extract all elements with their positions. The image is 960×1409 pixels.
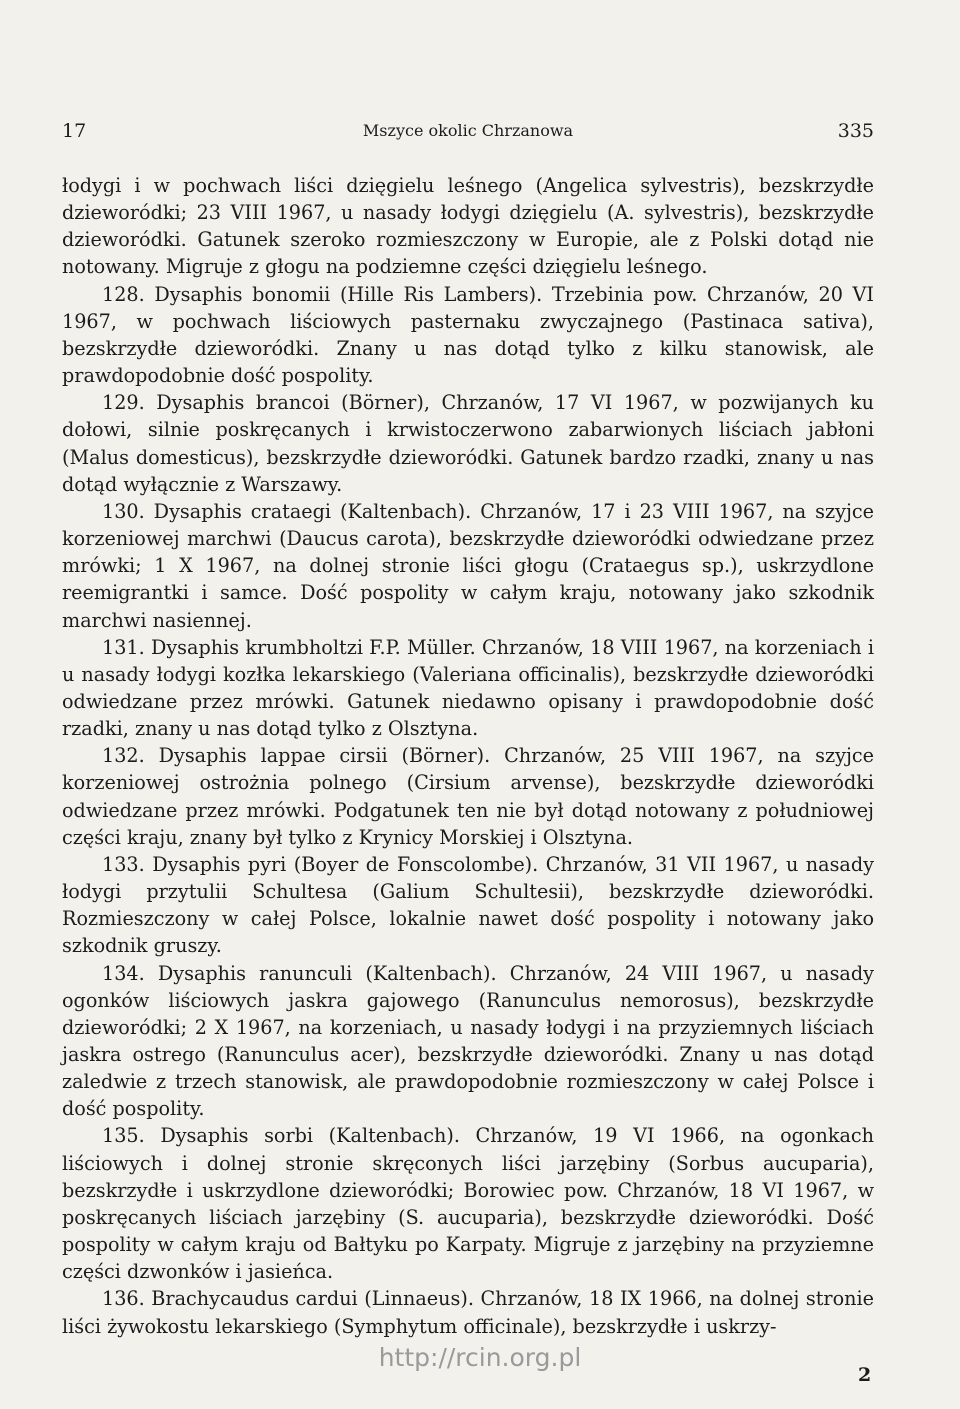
paragraph-continuation: łodygi i w pochwach liści dzięgielu leśnego (Angelica sylvestris), bezskrzydłe dzieworódki; 23 VIII 1967, u nasady łodygi dzięgielu (A. sylvestris), bezskrzydłe dzieworódki. Gatunek szeroko rozmieszczony w Europie, ale z Polski dotąd nie notowany. Migruje z głogu na podziemne części dzięgielu leśnego. (62, 174, 874, 279)
running-title: Mszyce okolic Chrzanowa (362, 121, 574, 140)
paragraph-entry-132: 132. Dysaphis lappae cirsii (Börner). Chrzanów, 25 VIII 1967, na szyjce korzeniowej ostrożnia polnego (Cirsium arvense), bezskrzydłe dzieworódki odwiedzane przez mrówki. Podgatunek ten nie był dotąd notowany z południowej części kraju, znany był tylko z Krynicy Morskiej i Olsztyna. (62, 744, 874, 849)
page-number-left: 17 (62, 120, 87, 142)
paragraph-entry-128: 128. Dysaphis bonomii (Hille Ris Lambers). Trzebinia pow. Chrzanów, 20 VI 1967, w pochwach liściowych pasternaku zwyczajnego (Pastinaca sativa), bezskrzydłe dzieworódki. Znany u nas dotąd tylko z kilku stanowisk, ale prawdopodobnie dość pospolity. (62, 282, 874, 388)
paragraph-entry-131: 131. Dysaphis krumbholtzi F.P. Müller. Chrzanów, 18 VIII 1967, na korzeniach i u nasady łodygi kozłka lekarskiego (Valeriana officinalis), bezskrzydłe dzieworódki odwiedzane przez mrówki. Gatunek niedawno opisany i prawdopodobnie dość rzadki, znany u nas dotąd tylko z Olsztyna. (62, 635, 874, 741)
paragraph-entry-136: 136. Brachycaudus cardui (Linnaeus). Chrzanów, 18 IX 1966, na dolnej stronie liści żywokostu lekarskiego (Symphytum officinale), bezskrzydłe i uskrzy- (62, 1287, 874, 1338)
body-text (62, 172, 874, 1340)
paragraph-entry-133: 133. Dysaphis pyri (Boyer de Fonscolombe). Chrzanów, 31 VII 1967, u nasady łodygi przytulii Schultesa (Galium Schultesii), bezskrzydłe dzieworódki. Rozmieszczony w całej Polsce, lokalnie nawet dość pospolity i notowany jako szkodnik gruszy. (62, 852, 874, 958)
paragraph-entry-130: 130. Dysaphis crataegi (Kaltenbach). Chrzanów, 17 i 23 VIII 1967, na szyjce korzeniowej marchwi (Daucus carota), bezskrzydłe dzieworódki odwiedzane przez mrówki; 1 X 1967, na dolnej stronie liści głogu (Crataegus sp.), uskrzydlone reemigrantki i samce. Dość pospolity w całym kraju, notowany jako szkodnik marchwi nasiennej. (62, 499, 874, 632)
signature-mark: 2 (858, 1364, 872, 1386)
paragraph-entry-135: 135. Dysaphis sorbi (Kaltenbach). Chrzanów, 19 VI 1966, na ogonkach liściowych i dolnej stronie skręconych liści jarzębiny (Sorbus aucuparia), bezskrzydłe i uskrzydlone dzieworódki; Borowiec pow. Chrzanów, 18 VI 1967, w poskręcanych liściach jarzębiny (S. aucuparia), bezskrzydłe dzieworódki. Dość pospolity w całym kraju od Bałtyku po Karpaty. Migruje z jarzębiny na przyziemne części dzwonków i jasieńca. (62, 1124, 874, 1284)
paragraph-entry-129: 129. Dysaphis brancoi (Börner), Chrzanów, 17 VI 1967, w pozwijanych ku dołowi, silnie poskręcanych i krwistoczerwono zabarwionych liściach jabłoni (Malus domesticus), bezskrzydłe dzieworódki. Gatunek bardzo rzadki, znany u nas dotąd wyłącznie z Warszawy. (62, 391, 874, 496)
paragraph-entry-134: 134. Dysaphis ranunculi (Kaltenbach). Chrzanów, 24 VIII 1967, u nasady ogonków liściowych jaskra gajowego (Ranunculus nemorosus), bezskrzydłe dzieworódki; 2 X 1967, na korzeniach, u nasady łodygi i na przyziemnych liściach jaskra ostrego (Ranunculus acer), bezskrzydłe dzieworódki. Znany u nas dotąd zaledwie z trzech stanowisk, ale prawdopodobnie rozmieszczony w całej Polsce i dość pospolity. (62, 961, 874, 1121)
page-header (62, 120, 874, 150)
page-number-right: 335 (837, 120, 874, 142)
watermark-url: http://rcin.org.pl (378, 1343, 582, 1372)
